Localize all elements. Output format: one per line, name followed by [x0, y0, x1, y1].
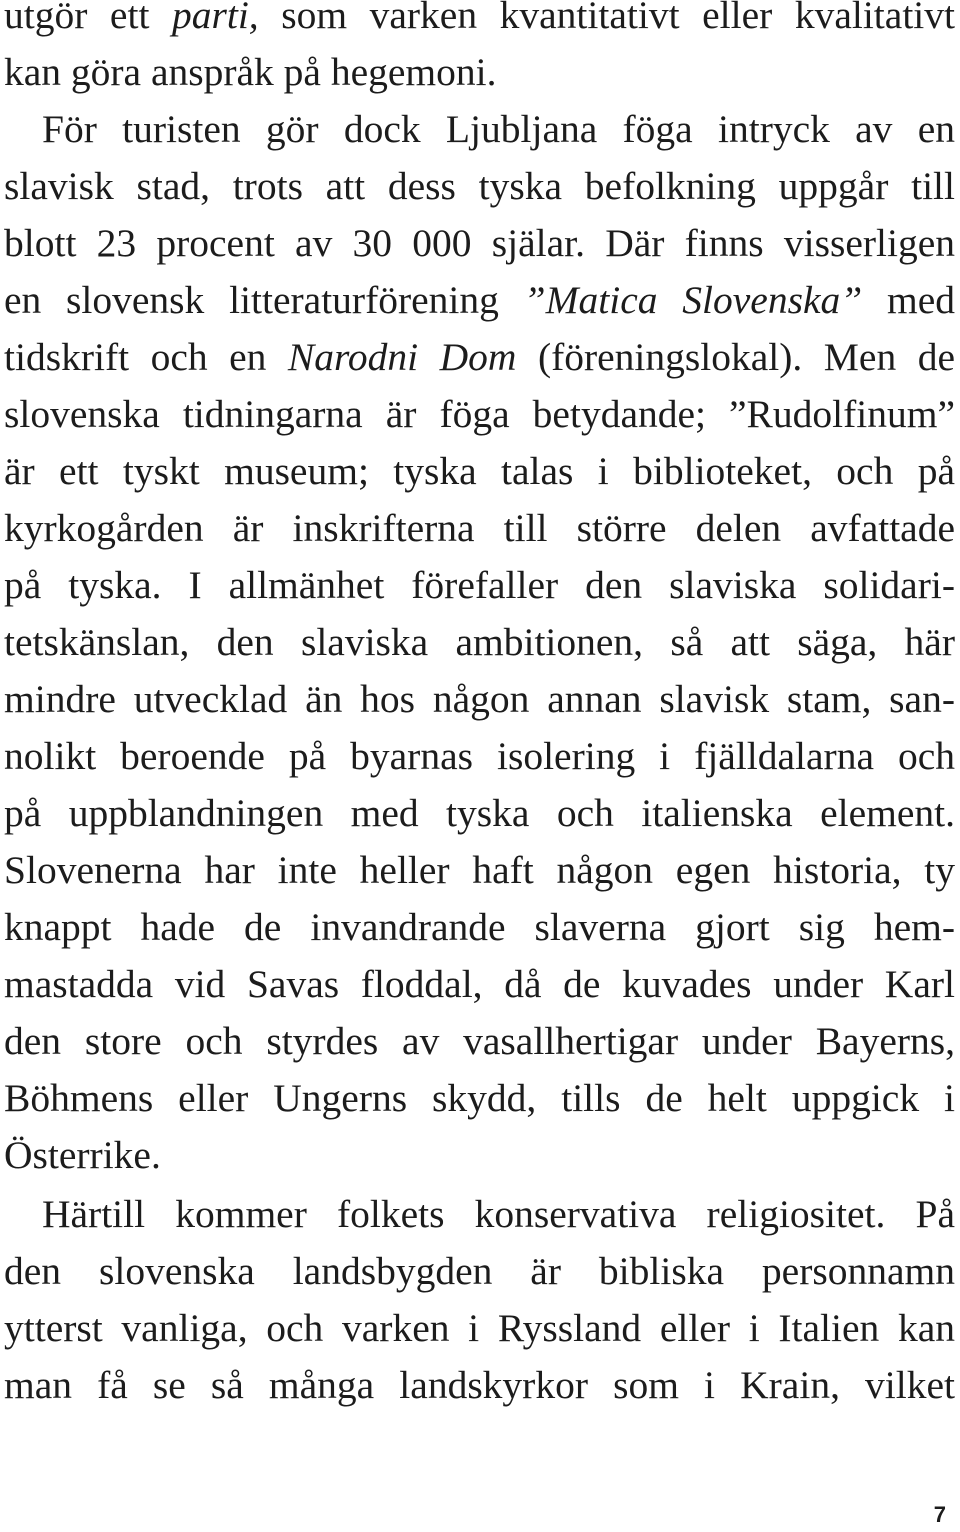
text-line-21: Österrike.	[4, 1133, 161, 1177]
emphasis-narodni-dom: Narodni Dom	[287, 335, 517, 379]
text-line-18: mastadda vid Savas floddal, då de kuvades under Karl	[4, 962, 955, 1006]
emphasis-parti: parti,	[171, 0, 259, 37]
text-line-3: För turisten gör dock Ljubljana föga intryck av en	[42, 107, 955, 151]
text-line-1: utgör ett parti, som varken kvantitativt eller kvalitativt	[4, 0, 955, 44]
text-line-23: den slovenska landsbygden är bibliska personnamn	[4, 1249, 955, 1293]
text-line-6: en slovensk litteraturförening ”Matica Slovenska” med	[4, 278, 956, 322]
body-text	[4, 0, 955, 1414]
text-line-10: kyrkogården är inskrifterna till större delen avfattade	[4, 506, 955, 550]
text-line-12: tetskänslan, den slaviska ambitionen, så att säga, här	[4, 620, 955, 664]
text-line-9: är ett tyskt museum; tyska talas i biblioteket, och på	[4, 449, 955, 493]
text-line-25: man få se så många landskyrkor som i Krain, vilket	[4, 1363, 955, 1407]
text-line-15: på uppblandningen med tyska och italienska element.	[4, 791, 955, 835]
text-line-24: ytterst vanliga, och varken i Ryssland eller i Italien kan	[4, 1306, 955, 1350]
text-line-16: Slovenerna har inte heller haft någon egen historia, ty	[4, 848, 955, 892]
text-line-8: slovenska tidningarna är föga betydande; ”Rudolfinum”	[4, 392, 955, 436]
text-line-2: kan göra anspråk på hegemoni.	[4, 50, 497, 94]
emphasis-matica-slovenska: ”Matica Slovenska”	[523, 278, 863, 322]
text-line-22: Härtill kommer folkets konservativa religiositet. På	[42, 1192, 955, 1236]
text-line-13: mindre utvecklad än hos någon annan slavisk stam, san-	[4, 677, 955, 721]
text-line-5: blott 23 procent av 30 000 själar. Där finns visserligen	[4, 221, 955, 265]
text-line-4: slavisk stad, trots att dess tyska befolkning uppgår till	[4, 164, 955, 208]
text-line-20: Böhmens eller Ungerns skydd, tills de helt uppgick i	[4, 1076, 955, 1120]
page-number: 7	[933, 1502, 946, 1527]
text-line-11: på tyska. I allmänhet förefaller den slaviska solidari-	[4, 563, 955, 607]
text-line-7: tidskrift och en Narodni Dom (föreningslokal). Men de	[4, 335, 955, 379]
text-line-17: knappt hade de invandrande slaverna gjort sig hem-	[4, 905, 955, 949]
text-line-19: den store och styrdes av vasallhertigar under Bayerns,	[4, 1019, 955, 1063]
text-line-14: nolikt beroende på byarnas isolering i fjälldalarna och	[4, 734, 955, 778]
